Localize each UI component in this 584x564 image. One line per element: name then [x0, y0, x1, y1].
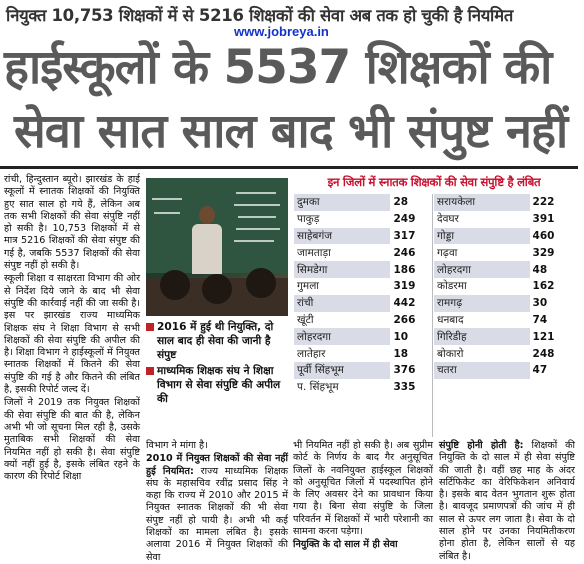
district-name: रांची [294, 295, 390, 312]
table-row [434, 211, 574, 228]
article-column-3 [293, 440, 433, 551]
caption-line: माध्यमिक शिक्षक संघ ने शिक्षा विभाग से सेवा संपुष्टि की अपील की [157, 365, 281, 405]
headline-line-1: हाईस्कूलों के 5537 शिक्षकों की [4, 40, 552, 95]
subheading: संपुष्टि होनी होती है: [439, 440, 524, 451]
article-column-4 [439, 440, 575, 562]
paragraph-text: राज्य माध्यमिक शिक्षक संघ के महासचिव रवींद्र प्रसाद सिंह ने कहा कि राज्य में 2010 और 2015 में नियुक्त स्नातक शिक्षकों की भी सेवा संपुष्ट नहीं हो पायी है। अभी भी कई शिक्षकों का मामला लंबित है। इसके अलावा 2016 में नियुक्त शिक्षकों की सेवा [146, 465, 288, 563]
table-row [294, 345, 432, 362]
paragraph: स्कूली शिक्षा व साक्षरता विभाग की ओर से निर्देश दिये जाने के बाद भी सेवा संपुष्टि की कार्रवाई नहीं की जा सकी है। इस पर झारखंड राज्य माध्यमिक शिक्षक संघ ने शिक्षा विभाग से सभी शिक्षकों की सेवा संपुष्टि की अपील की है। शिक्षा विभाग ने हाईस्कूलों में नियुक्त स्नातक शिक्षकों में कितने की सेवा संपुष्टि की गई है और कितने की लंबित है, इसकी रिपोर्ट जल्द दें। [4, 273, 140, 396]
pending-count: 222 [530, 194, 574, 211]
table-row [434, 244, 574, 261]
district-name: चतरा [434, 362, 530, 379]
table-row [434, 261, 574, 278]
pending-count: 248 [530, 345, 574, 362]
article-column-2 [146, 440, 288, 563]
district-name: साहेबगंज [294, 228, 390, 245]
subheading: 2010 में नियुक्त शिक्षकों की सेवा नहीं हुई नियमित: [146, 453, 288, 477]
district-name: गढ़वा [434, 244, 530, 261]
district-name: गुमला [294, 278, 390, 295]
table-row [434, 295, 574, 312]
district-name: सिमडेगा [294, 261, 390, 278]
subheading: नियुक्ति के दो साल में ही सेवा [293, 539, 398, 551]
district-table-right [434, 194, 574, 379]
table-row [294, 228, 432, 245]
table-row [294, 244, 432, 261]
pending-count: 186 [390, 261, 432, 278]
pending-count: 317 [390, 228, 432, 245]
pending-count: 30 [530, 295, 574, 312]
table-row [294, 261, 432, 278]
pending-count: 121 [530, 328, 574, 345]
district-name: पूर्वी सिंहभूम [294, 362, 390, 379]
district-name: कोडरमा [434, 278, 530, 295]
pending-count: 266 [390, 312, 432, 329]
paragraph-text: शिक्षकों की नियुक्ति के दो साल में ही सेवा संपुष्टि की जाती है। वहीं छह माह के अंदर सर्टिफिकेट का वेरिफिकेशन अनिवार्य है। इसके बाद वेतन भुगतान शुरू होता है। बावजूद प्रमाणपत्रों की जांच में ही साल से ऊपर लग जाता है। सेवा के दो साल होने पर उनका नियमितीकरण होना होता है, लेकिन सालों से यह लंबित है। [439, 440, 575, 562]
table-divider [432, 194, 433, 437]
district-name: प. सिंहभूम [294, 379, 390, 396]
article-column-1 [4, 174, 140, 537]
table-row [294, 328, 432, 345]
top-line-headline: नियुक्त 10,753 शिक्षकों में से 5216 शिक्षकों की सेवा अब तक हो चुकी है नियमित [6, 6, 513, 25]
pending-count: 391 [530, 211, 574, 228]
district-name: गिरिडीह [434, 328, 530, 345]
pending-count: 335 [390, 379, 432, 396]
pending-count: 74 [530, 312, 574, 329]
photo-caption [146, 320, 288, 408]
pending-count: 246 [390, 244, 432, 261]
district-name: बोकारो [434, 345, 530, 362]
paragraph: भी नियमित नहीं हो सकी है। अब सुप्रीम कोर्ट के निर्णय के बाद गैर अनुसूचित जिलों के नवनियुक्त हाईस्कूल शिक्षकों को अनुसूचित जिलों में पदस्थापित होने के लिए अवसर देने का प्रावधान किया गया है। बिना सेवा संपुष्टि के जिला परिवर्तन में शिक्षकों में भारी परेशानी का सामना करना पड़ेगा। [293, 440, 433, 538]
table-row [294, 295, 432, 312]
caption-line: 2016 में हुई थी नियुक्ति, दो साल बाद ही सेवा की जानी है संपुष्ट [157, 321, 274, 361]
pending-count: 460 [530, 228, 574, 245]
table-row [294, 379, 432, 396]
pending-count: 249 [390, 211, 432, 228]
pending-count: 162 [530, 278, 574, 295]
table-row [434, 278, 574, 295]
table-row [294, 194, 432, 211]
table-title: इन जिलों में स्नातक शिक्षकों की सेवा संपुष्टि है लंबित [294, 175, 574, 192]
district-name: लोहरदगा [434, 261, 530, 278]
table-row [434, 362, 574, 379]
table-row [434, 328, 574, 345]
district-name: रामगढ़ [434, 295, 530, 312]
pending-count: 319 [390, 278, 432, 295]
district-name: लोहरदगा [294, 328, 390, 345]
district-name: खूंटी [294, 312, 390, 329]
district-table-left [294, 194, 432, 396]
paragraph: रांची, हिन्दुस्तान ब्यूरो। झारखंड के हाई स्कूलों में स्नातक शिक्षकों की नियुक्ति हुए सात साल हो गये हैं, लेकिन अब तक सभी शिक्षकों की सेवा संपुष्टि नहीं हो सकी है। 10,753 शिक्षकों में से मात्र 5216 शिक्षकों की सेवा संपुष्ट की गई है, जबकि 5537 शिक्षकों की सेवा संपुष्ट नहीं हो सकी है। [4, 174, 140, 272]
table-row [294, 312, 432, 329]
pending-count: 18 [390, 345, 432, 362]
table-row [434, 194, 574, 211]
table-row [294, 362, 432, 379]
bullet-square-icon [146, 323, 154, 331]
table-row [434, 345, 574, 362]
district-name: सरायकेला [434, 194, 530, 211]
headline-line-2: सेवा सात साल बाद भी संपुष्ट नहीं [14, 104, 568, 159]
table-row [434, 312, 574, 329]
pending-count: 376 [390, 362, 432, 379]
district-name: लातेहार [294, 345, 390, 362]
site-watermark: www.jobreya.in [234, 24, 329, 39]
district-name: पाकुड़ [294, 211, 390, 228]
pending-count: 47 [530, 362, 574, 379]
table-row [294, 278, 432, 295]
pending-count: 28 [390, 194, 432, 211]
pending-count: 442 [390, 295, 432, 312]
table-row [434, 228, 574, 245]
table-row [294, 211, 432, 228]
pending-count: 48 [530, 261, 574, 278]
headline-rule [0, 166, 578, 169]
classroom-photo [146, 178, 288, 316]
paragraph [146, 453, 288, 564]
paragraph: जिलों ने 2019 तक नियुक्त शिक्षकों की सेवा संपुष्टि की बात की है, लेकिन अभी भी जो सूचना मिल रही है, उसके मुताबिक सभी शिक्षकों की सेवा नियमित नहीं हो सकी है। सेवा संपुष्टि क्यों नहीं हुई है, इसके लंबित रहने के कारण की रिपोर्ट शिक्षा [4, 397, 140, 483]
district-name: जामताड़ा [294, 244, 390, 261]
pending-count: 329 [530, 244, 574, 261]
district-name: धनबाद [434, 312, 530, 329]
district-name: देवघर [434, 211, 530, 228]
bullet-square-icon [146, 367, 154, 375]
paragraph: विभाग ने मांगा है। [146, 440, 208, 451]
paragraph [439, 440, 575, 563]
district-name: गोड्डा [434, 228, 530, 245]
district-name: दुमका [294, 194, 390, 211]
pending-count: 10 [390, 328, 432, 345]
